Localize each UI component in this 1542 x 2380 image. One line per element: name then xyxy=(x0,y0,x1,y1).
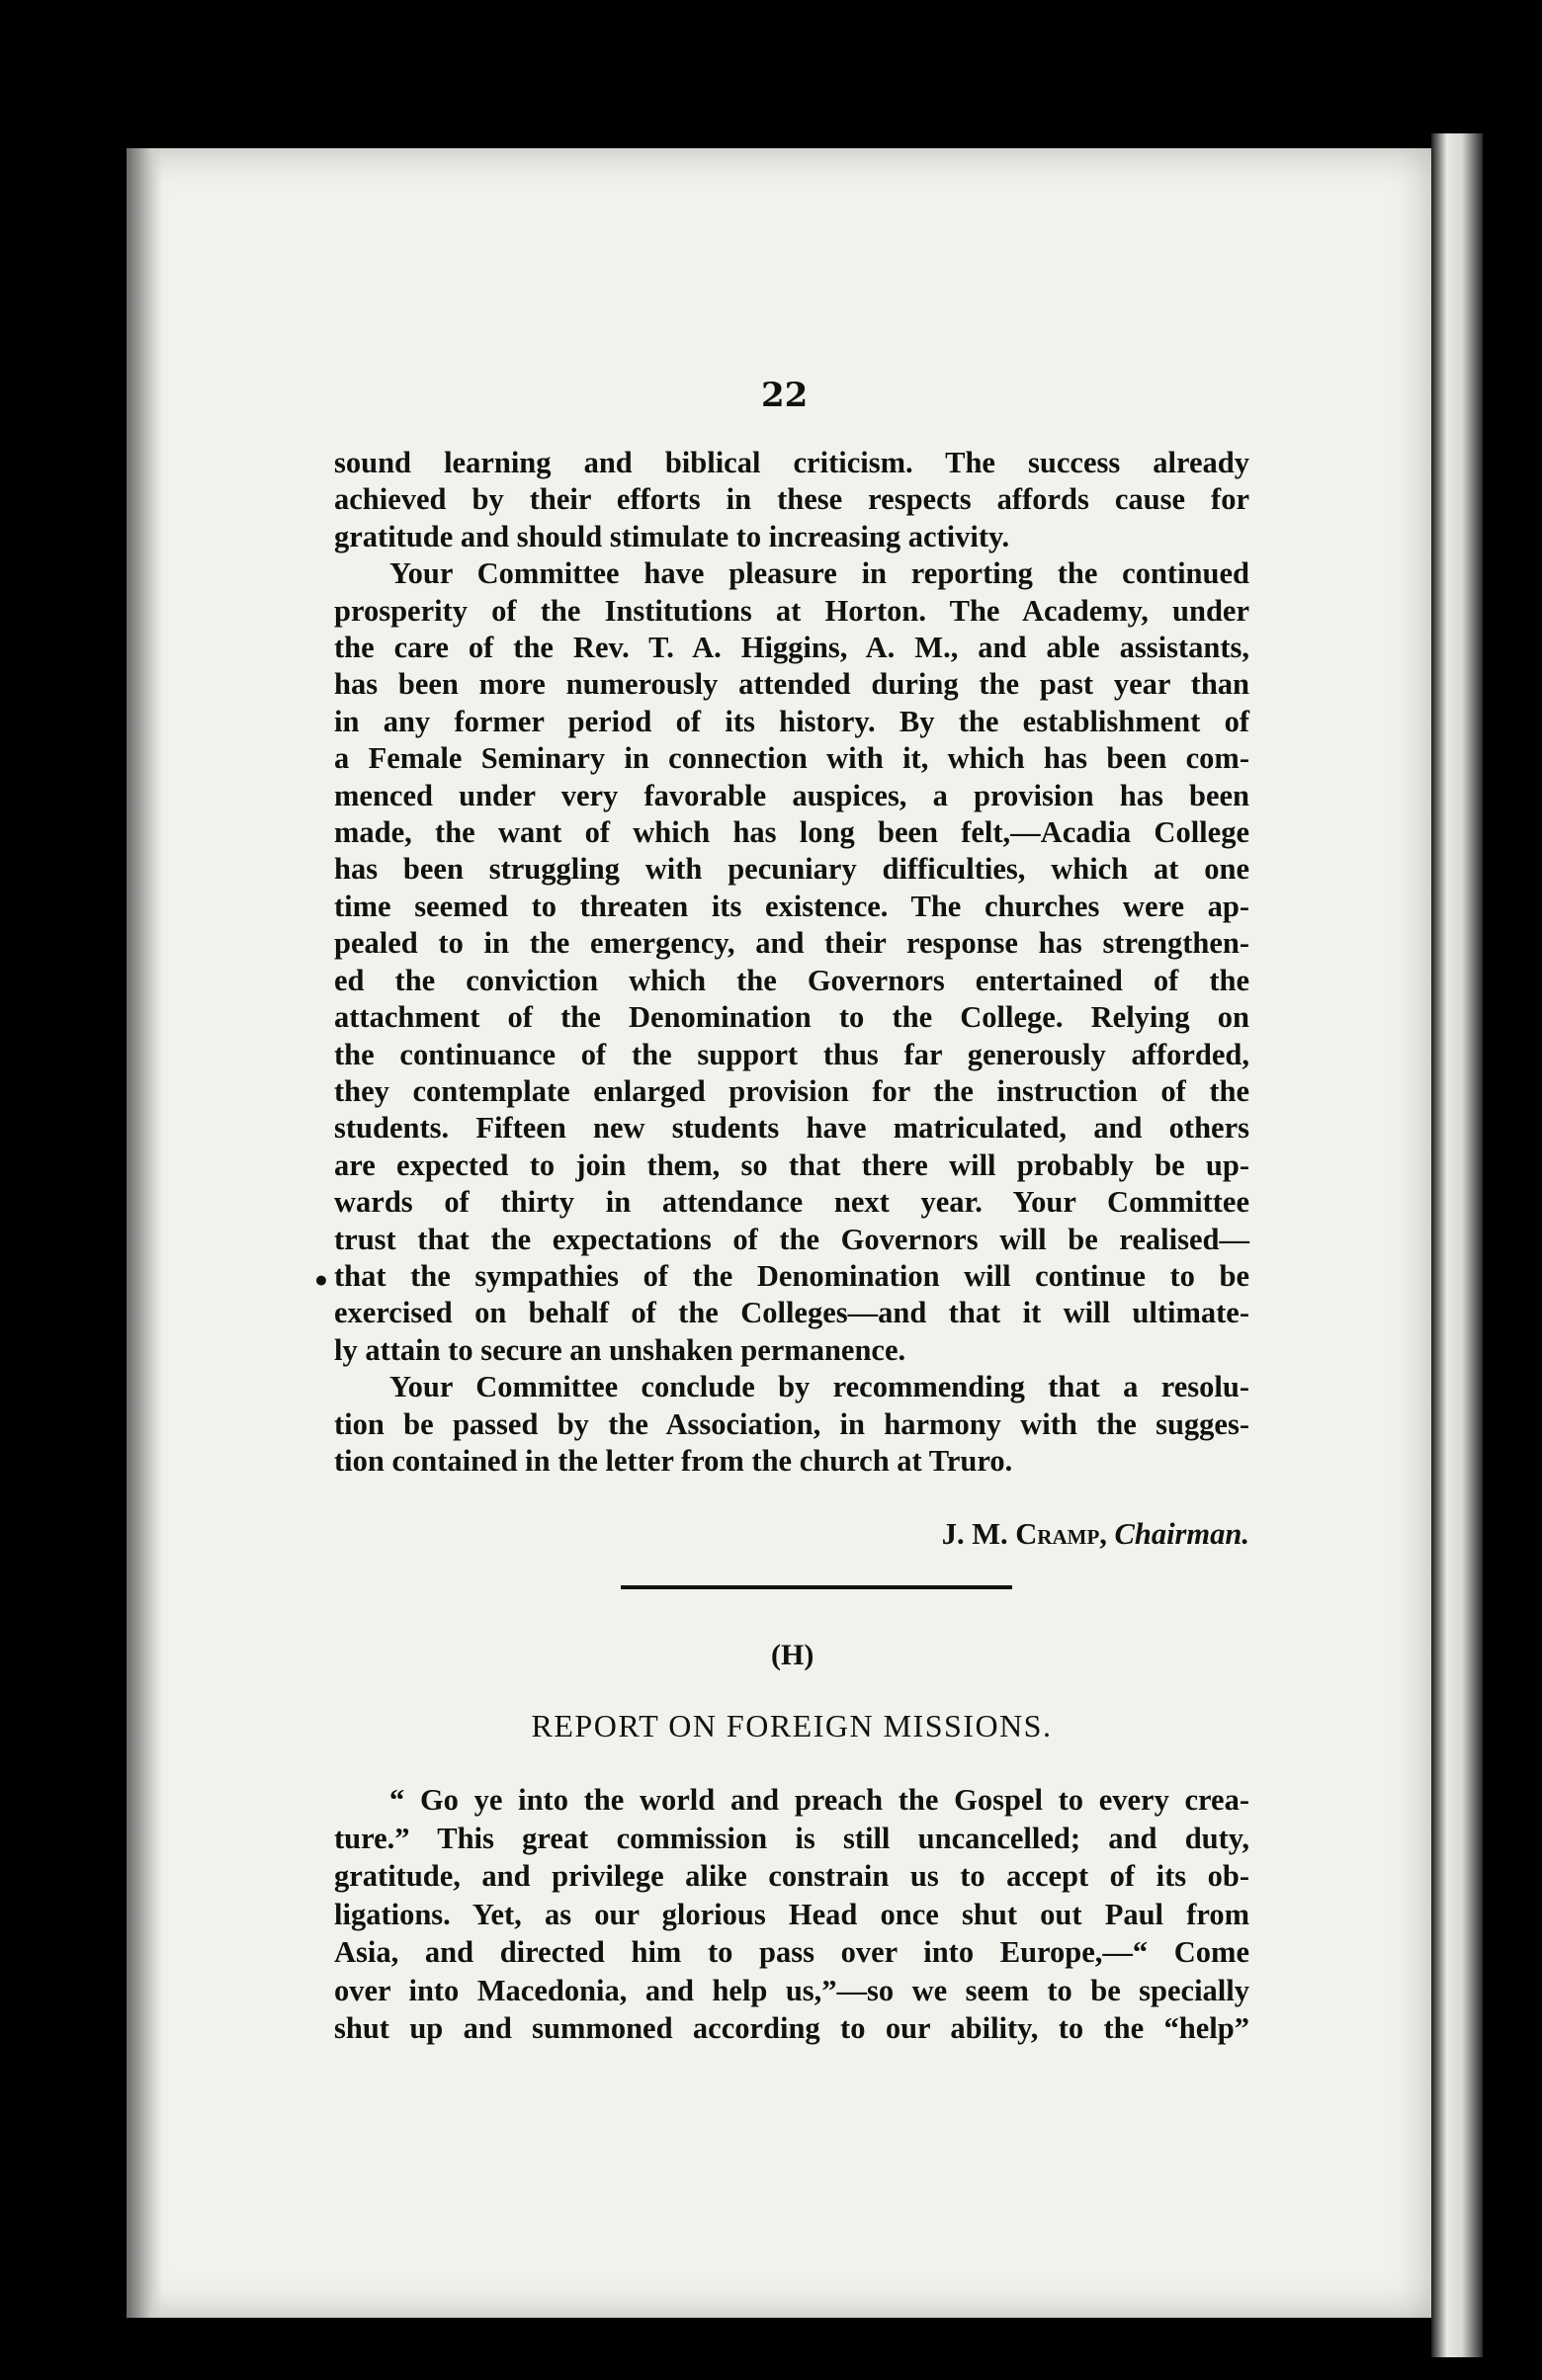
foreign-missions-text xyxy=(334,1781,1249,2048)
signature xyxy=(334,1516,1249,1553)
text-line: ed the conviction which the Governors entertained of the xyxy=(334,963,1249,997)
text-line: the continuance of the support thus far generously afforded, xyxy=(334,1037,1249,1071)
text-line: time seemed to threaten its existence. The churches were ap- xyxy=(334,889,1249,923)
text-line: gratitude and should stimulate to increasing activity. xyxy=(334,519,1010,553)
text-line: a Female Seminary in connection with it, which has been com- xyxy=(334,741,1249,776)
text-line: ly attain to secure an unshaken permanence. xyxy=(334,1332,906,1367)
text-line: ture.” This great commission is still uncancelled; and duty, xyxy=(334,1821,1249,1855)
margin-bullet-mark: • xyxy=(312,1265,330,1298)
text-line: in any former period of its history. By the establishment of xyxy=(334,704,1249,738)
signature-title: Chairman. xyxy=(1114,1517,1249,1551)
text-line: over into Macedonia, and help us,”—so we seem to be specially xyxy=(334,1973,1249,2007)
text-line: gratitude, and privilege alike constrain us to accept of its ob- xyxy=(334,1859,1249,1893)
text-line: achieved by their efforts in these respects affords cause for xyxy=(334,482,1249,517)
text-line: tion contained in the letter from the church at Truro. xyxy=(334,1443,1013,1478)
section-heading: REPORT ON FOREIGN MISSIONS. xyxy=(531,1708,1053,1743)
book-binding xyxy=(1431,133,1483,2357)
text-line: menced under very favorable auspices, a provision has been xyxy=(334,778,1249,812)
text-line: sound learning and biblical criticism. The success already xyxy=(334,446,1249,479)
section-divider xyxy=(621,1585,1012,1589)
text-line: students. Fifteen new students have matriculated, and others xyxy=(334,1111,1249,1146)
text-line: ligations. Yet, as our glorious Head once shut out Paul from xyxy=(334,1897,1249,1931)
text-line: prosperity of the Institutions at Horton. The Academy, under xyxy=(334,593,1249,628)
text-line: they contemplate enlarged provision for the instruction of the xyxy=(334,1073,1249,1108)
text-line: pealed to in the emergency, and their response has strengthen- xyxy=(334,926,1249,961)
text-line: tion be passed by the Association, in harmony with the sugges- xyxy=(334,1406,1249,1441)
committee-report-text xyxy=(334,445,1249,1480)
page-edge-shadow xyxy=(127,148,162,2318)
text-line: made, the want of which has long been felt,—Acadia College xyxy=(334,815,1249,850)
text-line: Your Committee conclude by recommending that a resolu- xyxy=(389,1370,1249,1404)
text-line: shut up and summoned according to our ability, to the “help” xyxy=(334,2011,1249,2045)
page-number: 22 xyxy=(761,376,809,415)
text-line: that the sympathies of the Denomination will continue to be xyxy=(334,1258,1249,1293)
text-line: the care of the Rev. T. A. Higgins, A. M., and able assistants, xyxy=(334,631,1249,665)
text-line: attachment of the Denomination to the College. Relying on xyxy=(334,1000,1249,1035)
text-line: trust that the expectations of the Governors will be realised— xyxy=(334,1222,1249,1256)
text-line: Your Committee have pleasure in reporting the continued xyxy=(389,556,1249,591)
text-line: has been more numerously attended during the past year than xyxy=(334,667,1249,702)
text-line: are expected to join them, so that there will probably be up- xyxy=(334,1148,1249,1182)
text-line: “ Go ye into the world and preach the Gospel to every crea- xyxy=(389,1783,1249,1817)
section-mark: (H) xyxy=(771,1639,814,1671)
text-line: wards of thirty in attendance next year. Your Committee xyxy=(334,1185,1249,1220)
text-line: Asia, and directed him to pass over into Europe,—“ Come xyxy=(334,1935,1249,1969)
text-line: has been struggling with pecuniary difficulties, which at one xyxy=(334,852,1249,887)
text-line: exercised on behalf of the Colleges—and that it will ultimate- xyxy=(334,1296,1249,1330)
signature-name: J. M. Cramp, xyxy=(941,1517,1107,1551)
